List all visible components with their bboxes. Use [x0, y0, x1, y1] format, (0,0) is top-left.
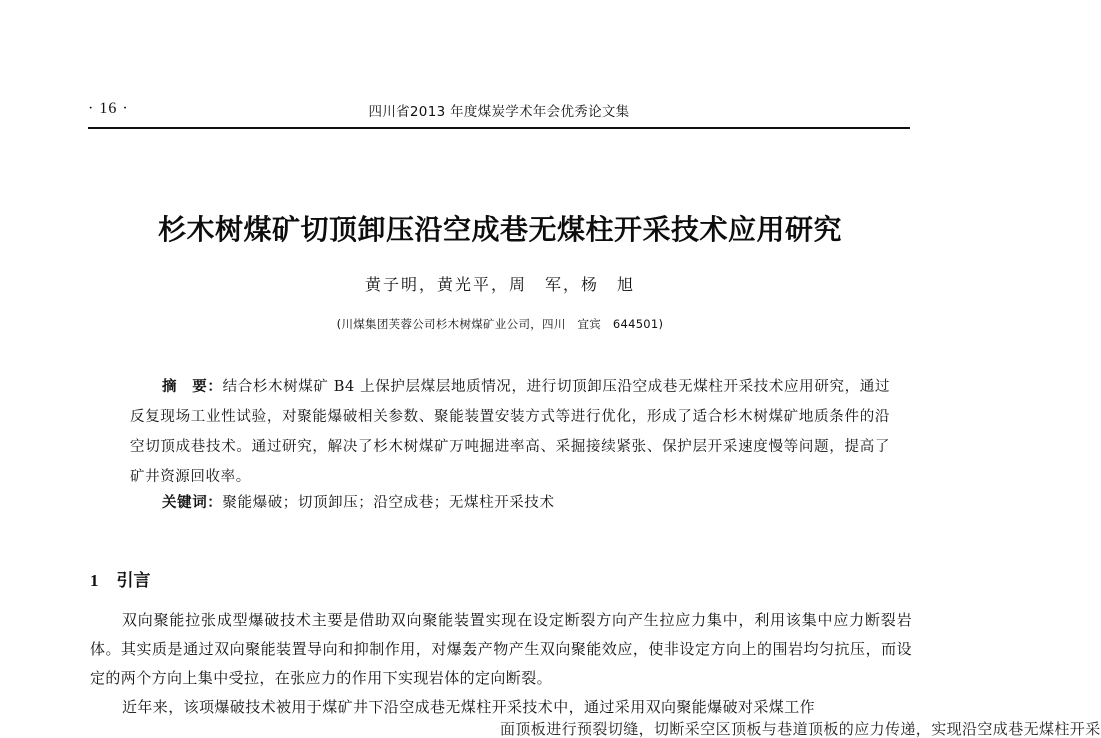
section-title: 引言 — [116, 571, 151, 591]
paragraph: 双向聚能拉张成型爆破技术主要是借助双向聚能装置实现在设定断裂方向产生拉应力集中，利用该集中应力断裂岩体。其实质是通过双向聚能装置导向和抑制作用，对爆轰产物产生双向聚能效应，使非设定方向上的围岩均匀抗压，而设定的两个方向上集中受拉，在张应力的作用下实现岩体的定向断裂。 — [90, 611, 912, 687]
paragraph: 近年来，该项爆破技术被用于煤矿井下沿空成巷无煤柱开采技术中，通过采用双向聚能爆破对采煤工作 — [122, 698, 816, 716]
abstract — [130, 372, 890, 492]
cut-off-text-line — [500, 720, 1101, 738]
affiliation: (川煤集团芙蓉公司杉木树煤矿业公司，四川 宜宾 644501) — [336, 317, 664, 331]
keywords-text: 聚能爆破；切顶卸压；沿空成巷；无煤柱开采技术 — [222, 495, 555, 511]
header-rule — [88, 127, 910, 129]
paper-title: 杉木树煤矿切顶卸压沿空成巷无煤柱开采技术应用研究 — [157, 213, 842, 246]
keywords-label: 关键词： — [162, 495, 223, 511]
running-header — [88, 100, 910, 124]
section-body — [90, 606, 912, 722]
section-number: 1 — [90, 571, 99, 590]
journal-title: 四川省2013 年度煤炭学术年会优秀论文集 — [368, 104, 630, 120]
author-list: 黄子明，黄光平，周 军，杨 旭 — [364, 275, 635, 294]
page-number: · 16 · — [88, 100, 129, 117]
cut-off-text: 面顶板进行预裂切缝，切断采空区顶板与巷道顶板的应力传递，实现沿空成巷无煤柱开采 — [500, 720, 1101, 738]
abstract-text: 结合杉木树煤矿 B4 上保护层煤层地质情况，进行切顶卸压沿空成巷无煤柱开采技术应用研究，通过反复现场工业性试验，对聚能爆破相关参数、聚能装置安装方式等进行优化，形成了适合杉木树煤矿地质条件的沿空切顶成巷技术。通过研究，解决了杉木树煤矿万吨掘进率高、采掘接续紧张、保护层开采速度慢等问题，提高了矿井资源回收率。 — [130, 379, 890, 485]
keywords — [162, 491, 555, 512]
section-heading-introduction — [90, 566, 151, 591]
abstract-label: 摘 要： — [162, 379, 223, 395]
